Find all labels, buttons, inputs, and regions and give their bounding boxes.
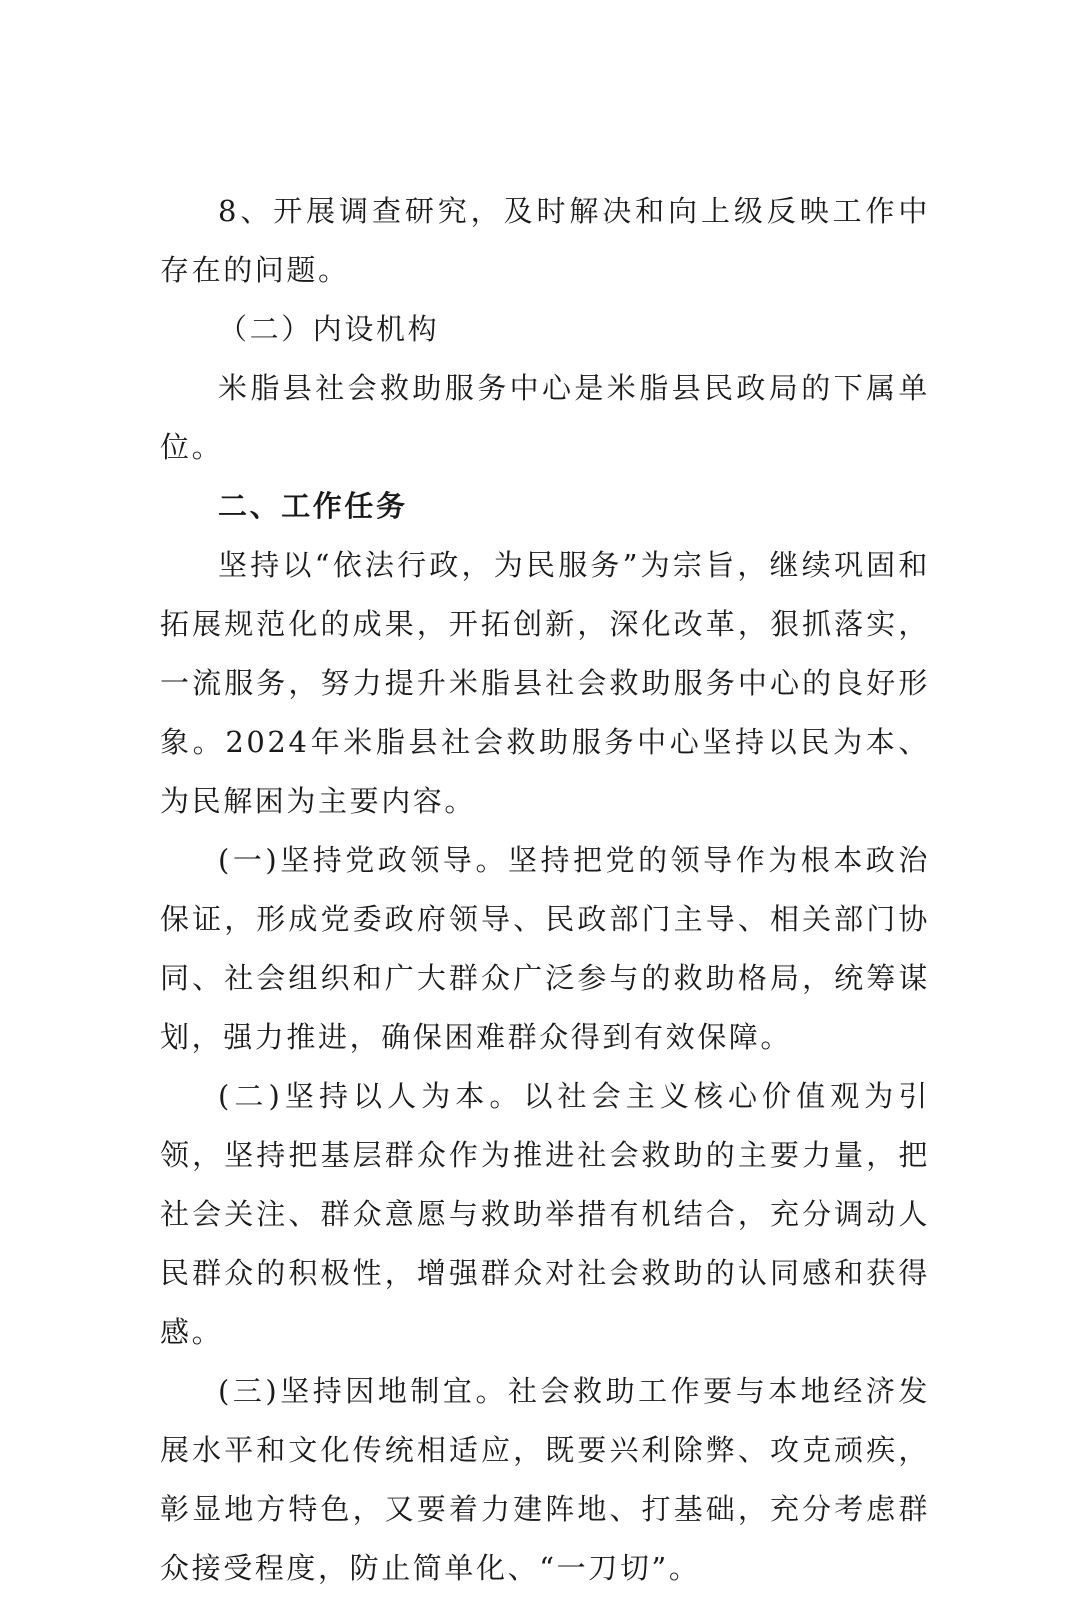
paragraph-task-2: (二)坚持以人为本。以社会主义核心价值观为引领，坚持把基层群众作为推进社会救助的主要力量，把社会关注、群众意愿与救助举措有机结合，充分调动人民群众的积极性，增强群众对社会救助的认同感和获得感。 (160, 1079, 930, 1349)
paragraph-tasks-intro: 坚持以“依法行政，为民服务”为宗旨，继续巩固和拓展规范化的成果，开拓创新，深化改革，狠抓落实，一流服务，努力提升米脂县社会救助服务中心的良好形象。2024年米脂县社会救助服务中心坚持以民为本、为民解困为主要内容。 (160, 548, 930, 818)
paragraph-item-8: 8、开展调查研究，及时解决和向上级反映工作中存在的问题。 (160, 194, 930, 287)
document-body (160, 182, 930, 1598)
heading-work-tasks: 二、工作任务 (218, 489, 408, 523)
paragraph-task-3: (三)坚持因地制宜。社会救助工作要与本地经济发展水平和文化传统相适应，既要兴利除弊、攻克顽疾，彰显地方特色，又要着力建阵地、打基础，充分考虑群众接受程度，防止简单化、“一刀切”。 (160, 1374, 930, 1585)
paragraph-internal-organization: 米脂县社会救助服务中心是米脂县民政局的下属单位。 (160, 371, 930, 464)
paragraph-task-1: (一)坚持党政领导。坚持把党的领导作为根本政治保证，形成党委政府领导、民政部门主导、相关部门协同、社会组织和广大群众广泛参与的救助格局，统筹谋划，强力推进，确保困难群众得到有效保障。 (160, 843, 930, 1054)
heading-internal-organization: （二）内设机构 (218, 312, 440, 346)
